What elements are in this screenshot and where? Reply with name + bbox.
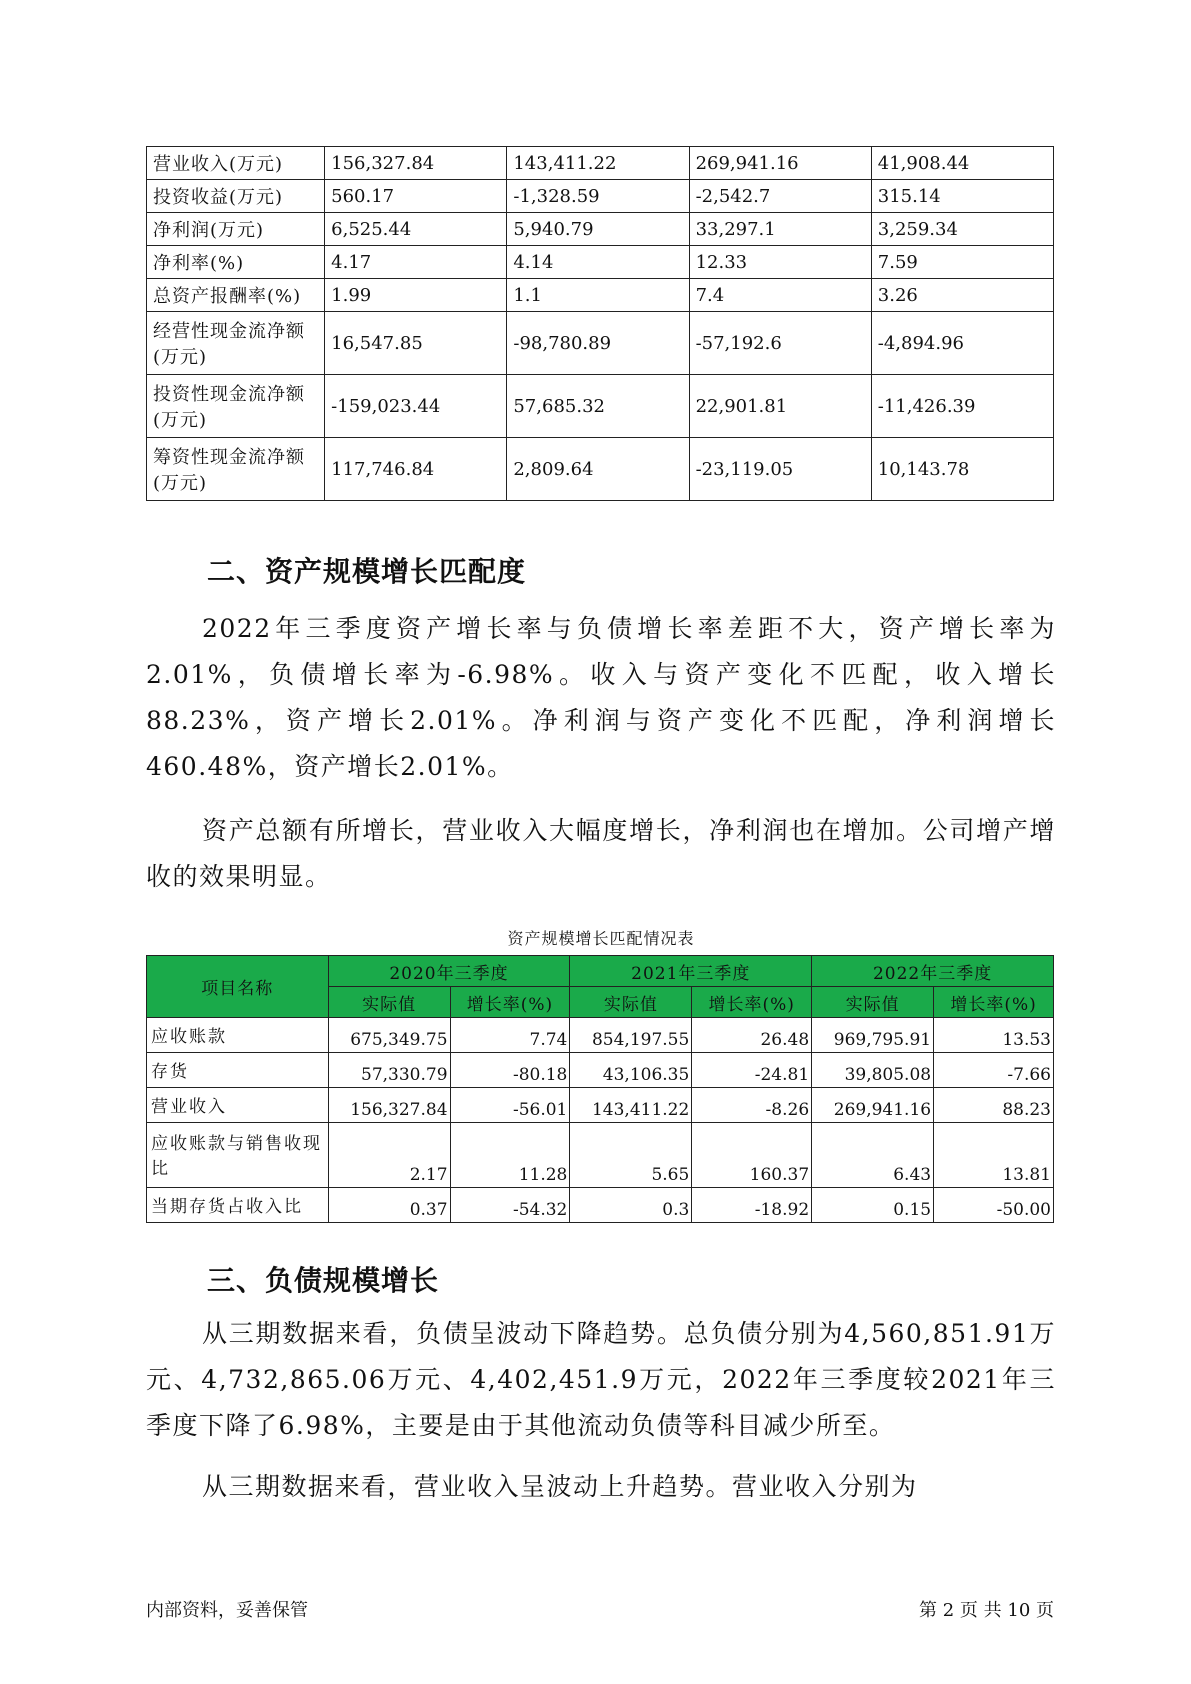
footer-page-number: 第 2 页 共 10 页 [919,1600,1054,1621]
table-cell: 5.65 [570,1123,692,1188]
asset-scale-table [146,955,1054,1223]
table-cell: 0.15 [812,1188,934,1223]
row-label-text: 净利率(%) [153,253,245,274]
table-cell: 315.14 [871,180,1053,213]
table-cell: 41,908.44 [871,147,1053,180]
table-row [147,1053,1054,1088]
row-label-text: 经营性现金流净额 [153,321,305,342]
header-item-name: 项目名称 [147,956,329,1018]
row-label [147,147,325,180]
table-row [147,213,1054,246]
table-row [147,147,1054,180]
table-row [147,180,1054,213]
row-label [147,213,325,246]
table-cell: 33,297.1 [689,213,871,246]
table-cell: 57,330.79 [328,1053,450,1088]
table-row [147,279,1054,312]
header-actual: 实际值 [812,987,934,1018]
table-cell: 4.17 [325,246,507,279]
table-cell: 13.53 [934,1018,1054,1053]
table-cell: 0.37 [328,1188,450,1223]
header-actual: 实际值 [328,987,450,1018]
table-cell: 3.26 [871,279,1053,312]
table-cell: -4,894.96 [871,312,1053,375]
header-period: 2020年三季度 [328,956,570,987]
table-cell: 7.4 [689,279,871,312]
row-label-unit: (万元) [153,347,208,368]
table-cell: 4.14 [507,246,689,279]
table-cell: 22,901.81 [689,375,871,438]
table-cell: 160.37 [692,1123,812,1188]
table-cell: 675,349.75 [328,1018,450,1053]
table-cell: -57,192.6 [689,312,871,375]
row-label-text: 投资收益(万元) [153,187,284,208]
table-cell: 854,197.55 [570,1018,692,1053]
table-cell: 12.33 [689,246,871,279]
table-cell: -80.18 [450,1053,570,1088]
section-heading-asset-scale: 二、资产规模增长匹配度 [207,555,527,588]
table-row [147,1123,1054,1188]
table-cell: 560.17 [325,180,507,213]
table-cell: 5,940.79 [507,213,689,246]
row-label [147,279,325,312]
header-growth: 增长率(%) [934,987,1054,1018]
table-cell: 2.17 [328,1123,450,1188]
row-label [147,375,325,438]
table-cell: 88.23 [934,1088,1054,1123]
row-label: 存货 [147,1053,329,1088]
footer-confidential-note: 内部资料，妥善保管 [146,1600,308,1621]
table-cell: 1.99 [325,279,507,312]
table-cell: 16,547.85 [325,312,507,375]
table-cell: -50.00 [934,1188,1054,1223]
table-cell: -24.81 [692,1053,812,1088]
paragraph-revenue-trend: 从三期数据来看，营业收入呈波动上升趋势。营业收入分别为 [202,1472,918,1501]
header-period: 2021年三季度 [570,956,812,987]
table-row [147,312,1054,375]
row-label-unit: (万元) [153,473,208,494]
table-cell: 969,795.91 [812,1018,934,1053]
table-cell: 43,106.35 [570,1053,692,1088]
table-cell: -23,119.05 [689,438,871,501]
table-row [147,438,1054,501]
table-cell: 7.74 [450,1018,570,1053]
table-cell: -7.66 [934,1053,1054,1088]
table-cell: 269,941.16 [812,1088,934,1123]
table-row [147,1088,1054,1123]
row-label-unit: (万元) [153,410,208,431]
row-label-text: 净利润(万元) [153,220,265,241]
table-cell: 2,809.64 [507,438,689,501]
table-row [147,1018,1054,1053]
table-cell: 143,411.22 [507,147,689,180]
table-cell: -98,780.89 [507,312,689,375]
row-label: 当期存货占收入比 [147,1188,329,1223]
row-label: 应收账款与销售收现比 [147,1123,329,1188]
row-label-text: 筹资性现金流净额 [153,447,305,468]
table-cell: 156,327.84 [328,1088,450,1123]
row-label: 营业收入 [147,1088,329,1123]
table-cell: 1.1 [507,279,689,312]
table-cell: -2,542.7 [689,180,871,213]
table-cell: 11.28 [450,1123,570,1188]
section-heading-debt-scale: 三、负债规模增长 [207,1264,440,1297]
row-label-text: 投资性现金流净额 [153,384,305,405]
table-cell: 143,411.22 [570,1088,692,1123]
table-cell: -56.01 [450,1088,570,1123]
table-cell: 13.81 [934,1123,1054,1188]
table-cell: 0.3 [570,1188,692,1223]
row-label-text: 总资产报酬率(%) [153,286,302,307]
table-cell: -18.92 [692,1188,812,1223]
paragraph-asset-summary: 资产总额有所增长，营业收入大幅度增长，净利润也在增加。公司增产增收的效果明显。 [146,816,1056,891]
table-cell: 156,327.84 [325,147,507,180]
table-cell: 39,805.08 [812,1053,934,1088]
table-row [147,1188,1054,1223]
table-cell: -8.26 [692,1088,812,1123]
table-row [147,375,1054,438]
table-cell: 7.59 [871,246,1053,279]
table-cell: -1,328.59 [507,180,689,213]
table-cell: 57,685.32 [507,375,689,438]
table-row [147,246,1054,279]
table-cell: -11,426.39 [871,375,1053,438]
header-period: 2022年三季度 [812,956,1054,987]
paragraph-asset-growth: 2022年三季度资产增长率与负债增长率差距不大，资产增长率为2.01%，负债增长率为-6.98%。收入与资产变化不匹配，收入增长88.23%，资产增长2.01%。净利润与资产变化不匹配，净利润增长460.48%，资产增长2.01%。 [146,614,1056,781]
financial-summary-table [146,146,1054,501]
table-cell: 269,941.16 [689,147,871,180]
row-label [147,312,325,375]
table-cell: -54.32 [450,1188,570,1223]
row-label-text: 营业收入(万元) [153,154,284,175]
table-cell: 26.48 [692,1018,812,1053]
header-growth: 增长率(%) [450,987,570,1018]
row-label [147,246,325,279]
header-actual: 实际值 [570,987,692,1018]
table-cell: 6,525.44 [325,213,507,246]
table-cell: 10,143.78 [871,438,1053,501]
table-cell: -159,023.44 [325,375,507,438]
row-label [147,180,325,213]
table-cell: 6.43 [812,1123,934,1188]
row-label: 应收账款 [147,1018,329,1053]
table-caption: 资产规模增长匹配情况表 [507,929,695,948]
table-header-row [147,956,1054,987]
row-label [147,438,325,501]
paragraph-debt-trend: 从三期数据来看，负债呈波动下降趋势。总负债分别为4,560,851.91万元、4,732,865.06万元、4,402,451.9万元，2022年三季度较2021年三季度下降了6.98%，主要是由于其他流动负债等科目减少所至。 [146,1319,1056,1440]
table-cell: 117,746.84 [325,438,507,501]
header-growth: 增长率(%) [692,987,812,1018]
table-cell: 3,259.34 [871,213,1053,246]
